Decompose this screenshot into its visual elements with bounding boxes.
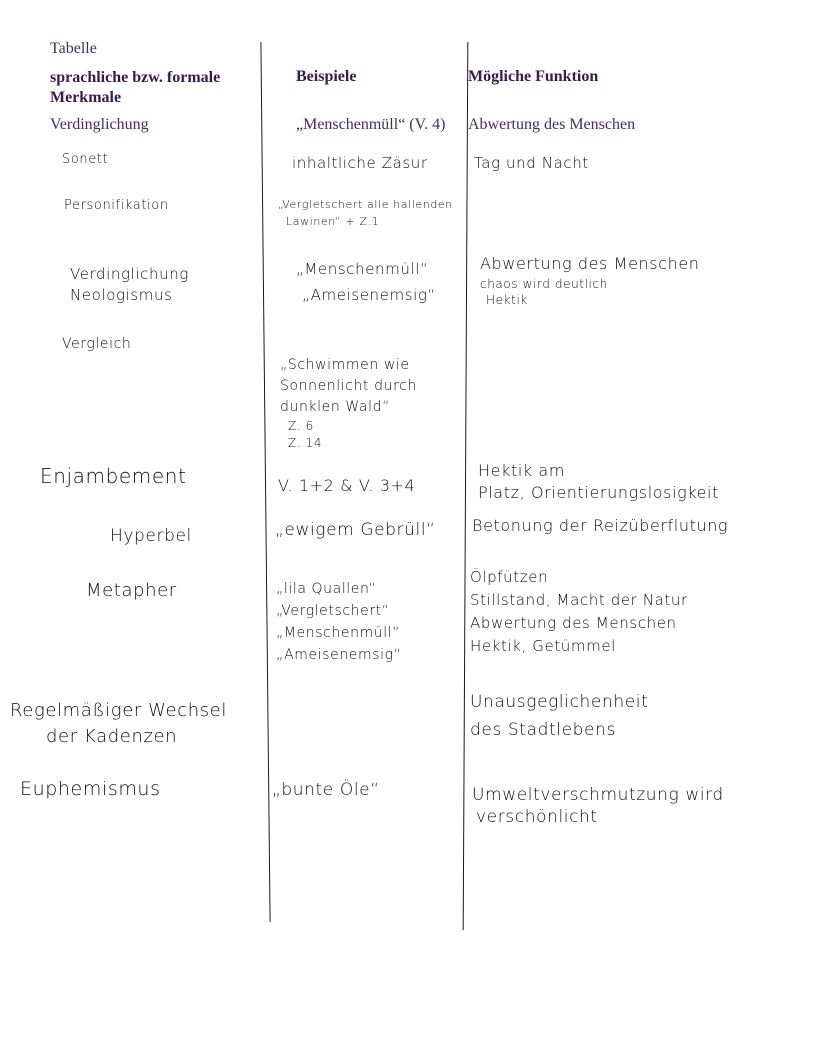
r9-example: „bunte Öle“ — [272, 780, 380, 800]
r3-example-line1: „Menschenmüll“ — [296, 260, 429, 278]
header-features — [50, 68, 220, 108]
header-function: Mögliche Funktion — [468, 68, 599, 85]
header-features-line2: Merkmale — [50, 89, 122, 106]
r2-example-line1: „Vergletschert alle hallenden — [278, 198, 453, 211]
r1-example: inhaltliche Zäsur — [292, 154, 428, 172]
header-features-line1: sprachliche bzw. formale — [50, 69, 221, 86]
r9-function — [472, 784, 724, 828]
r7-function-line2: Stillstand, Macht der Natur — [470, 591, 688, 609]
r4-example — [280, 355, 417, 452]
r4-example-line1: „Schwimmen wie — [280, 357, 410, 373]
r4-example-line5: Z. 14 — [288, 436, 323, 450]
r8-feature — [10, 698, 227, 750]
r6-function: Betonung der Reizüberflutung — [472, 516, 729, 535]
header-examples: Beispiele — [296, 68, 357, 85]
table-title: Tabelle — [50, 40, 97, 57]
r7-example-line2: „Vergletschert“ — [276, 603, 390, 619]
r2-example — [278, 196, 453, 230]
r7-example-line3: „Menschenmüll“ — [276, 625, 401, 641]
r7-example — [276, 578, 402, 666]
r5-example: V. 1+2 & V. 3+4 — [278, 476, 416, 495]
r6-example: „ewigem Gebrüll“ — [275, 520, 436, 540]
r1-function: Tag und Nacht — [474, 154, 589, 172]
r4-example-line2: Sonnenlicht durch — [280, 378, 417, 394]
r4-example-line4: Z. 6 — [288, 419, 314, 433]
r7-function — [470, 566, 688, 658]
r7-function-line1: Ölpfützen — [470, 568, 549, 586]
r3-feature-line2: Neologismus — [70, 286, 173, 304]
column-divider-1 — [260, 42, 270, 922]
r8-function-line1: Unausgeglichenheit — [470, 692, 649, 712]
r5-function — [478, 460, 719, 504]
r7-example-line4: „Ameisenemsig“ — [276, 647, 402, 663]
r3-feature — [70, 264, 189, 306]
r5-function-line2: Platz, Orientierungslosigkeit — [478, 483, 719, 502]
r3-function-line2: chaos wird deutlich — [480, 277, 608, 291]
column-divider-2 — [463, 42, 469, 930]
r9-function-line1: Umweltverschmutzung wird — [472, 785, 724, 805]
r5-function-line1: Hektik am — [478, 461, 566, 480]
typed-function: Abwertung des Menschen — [468, 116, 636, 133]
r3-function-line1: Abwertung des Menschen — [480, 254, 700, 273]
r7-example-line1: „lila Quallen“ — [276, 581, 377, 597]
r3-feature-line1: Verdinglichung — [70, 265, 189, 283]
r2-example-line2: Lawinen“ + Z.1 — [286, 215, 380, 228]
r7-function-line3: Abwertung des Menschen — [470, 614, 677, 632]
r7-feature: Metapher — [86, 580, 177, 601]
r9-feature: Euphemismus — [20, 778, 161, 800]
r6-feature: Hyperbel — [110, 526, 192, 546]
r4-feature: Vergleich — [62, 336, 132, 352]
r8-feature-line2: der Kadenzen — [46, 726, 178, 747]
typed-feature: Verdinglichung — [50, 116, 149, 133]
r3-example — [296, 256, 436, 308]
r1-feature: Sonett — [62, 152, 109, 167]
r8-function-line2: des Stadtlebens — [470, 720, 616, 740]
r3-example-line2: „Ameisenemsig“ — [302, 286, 436, 304]
r3-function-line3: Hektik — [486, 293, 528, 307]
typed-example: „Menschenmüll“ (V. 4) — [296, 116, 446, 133]
r4-example-line3: dunklen Wald“ — [280, 399, 390, 415]
r9-function-line2: verschönlicht — [476, 807, 598, 827]
r3-function — [480, 252, 700, 308]
r7-function-line4: Hektik, Getümmel — [470, 637, 616, 655]
r8-feature-line1: Regelmäßiger Wechsel — [10, 700, 227, 721]
r2-feature: Personifikation — [64, 198, 169, 213]
r5-feature: Enjambement — [40, 464, 187, 488]
r8-function — [470, 688, 648, 744]
